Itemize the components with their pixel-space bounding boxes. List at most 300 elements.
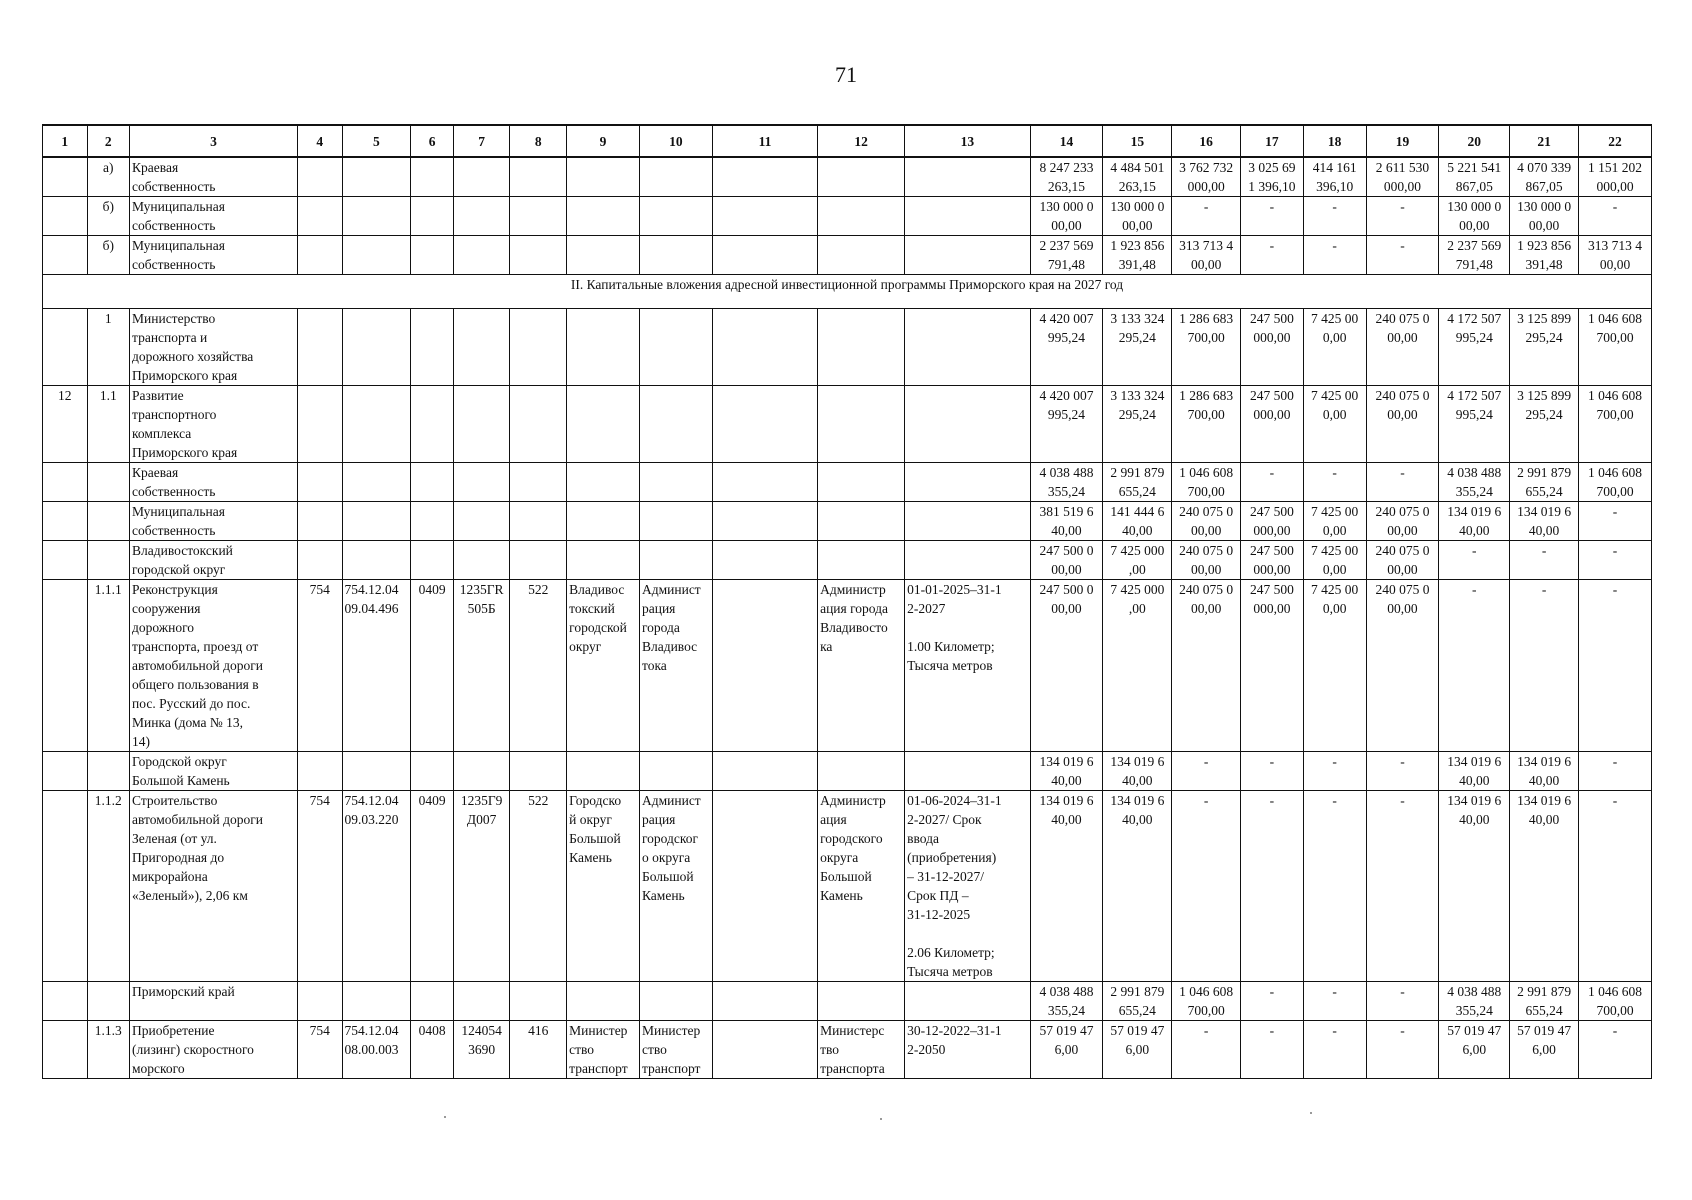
code-6 <box>411 502 454 541</box>
value-col-21-line: 391,48 <box>1525 257 1563 272</box>
code-5 <box>342 502 411 541</box>
customer-line: Камень <box>641 888 685 903</box>
code-5 <box>342 309 411 386</box>
value-col-21-line: 2 991 879 <box>1517 465 1572 480</box>
value-col-17-line: - <box>1269 754 1275 769</box>
column-11 <box>712 1021 817 1079</box>
value-col-17 <box>1241 502 1304 541</box>
value-col-18-line: 7 425 00 <box>1311 543 1359 558</box>
value-col-21-line: 295,24 <box>1525 407 1563 422</box>
value-col-15-line: 00,00 <box>1122 218 1153 233</box>
item-code: 1.1 <box>87 386 130 463</box>
item-name-line: собственность <box>132 523 216 538</box>
code-5 <box>342 1021 411 1079</box>
value-col-21-line: 1 923 856 <box>1517 238 1572 253</box>
column-header: 10 <box>639 125 712 157</box>
value-col-22-line: - <box>1612 754 1618 769</box>
value-col-21 <box>1510 1021 1579 1079</box>
column-header: 15 <box>1103 125 1172 157</box>
code-4 <box>297 197 342 236</box>
value-col-20-line: 995,24 <box>1455 330 1493 345</box>
value-col-15 <box>1103 309 1172 386</box>
code-6 <box>411 982 454 1021</box>
value-col-19-line: 00,00 <box>1387 407 1418 422</box>
value-col-18 <box>1303 309 1366 386</box>
column-header: 6 <box>411 125 454 157</box>
code-6 <box>411 463 454 502</box>
customer-line: тока <box>641 658 667 673</box>
value-col-20-line: 4 172 507 <box>1447 311 1502 326</box>
value-col-20-line: 4 172 507 <box>1447 388 1502 403</box>
item-name <box>130 309 298 386</box>
value-col-15-line: ,00 <box>1128 601 1146 616</box>
value-col-14 <box>1030 309 1103 386</box>
developer <box>818 197 905 236</box>
value-col-20-line: 355,24 <box>1455 484 1493 499</box>
value-col-16 <box>1172 463 1241 502</box>
value-col-15 <box>1103 157 1172 197</box>
header-row <box>43 125 1652 157</box>
value-col-14 <box>1030 752 1103 791</box>
code-7 <box>453 1021 510 1079</box>
timeline-line: 31-12-2025 <box>907 907 971 922</box>
value-col-21-line: 134 019 6 <box>1517 793 1572 808</box>
value-col-22-line: 1 046 608 <box>1588 388 1642 403</box>
territory-line: городской <box>569 620 627 635</box>
timeline-line: Тысяча метров <box>907 658 993 673</box>
item-name-line: Приморского края <box>132 368 238 383</box>
code-6: 0409 <box>411 791 454 982</box>
item-name-line: Министерство <box>132 311 216 326</box>
item-name-line: Городской округ <box>132 754 227 769</box>
developer-line: Министерс <box>820 1023 885 1038</box>
code-7-line: 1235ГR <box>459 582 504 597</box>
value-col-14-line: 00,00 <box>1051 601 1082 616</box>
value-col-21-line: 3 125 899 <box>1517 388 1572 403</box>
column-header: 19 <box>1366 125 1439 157</box>
value-col-18-line: 414 161 <box>1312 160 1357 175</box>
value-col-22-line: 00,00 <box>1599 257 1631 272</box>
value-col-17-line: 000,00 <box>1253 562 1291 577</box>
value-col-20-line: 40,00 <box>1459 773 1490 788</box>
item-name-line: комплекса <box>132 426 192 441</box>
value-col-20 <box>1439 541 1510 580</box>
value-col-20 <box>1439 1021 1510 1079</box>
value-col-14-line: 6,00 <box>1054 1042 1079 1057</box>
code-5-line: 09.03.220 <box>344 812 399 827</box>
value-col-22-line: 700,00 <box>1596 1003 1634 1018</box>
column-header: 22 <box>1579 125 1652 157</box>
territory <box>567 982 640 1021</box>
value-col-17-line: - <box>1269 793 1275 808</box>
value-col-15 <box>1103 236 1172 275</box>
value-col-21-line: 4 070 339 <box>1517 160 1572 175</box>
developer-line: Администр <box>820 793 886 808</box>
value-col-17-line: - <box>1269 465 1275 480</box>
value-col-21-line: 655,24 <box>1525 1003 1563 1018</box>
column-11 <box>712 541 817 580</box>
code-6 <box>411 541 454 580</box>
value-col-14-line: 134 019 6 <box>1039 754 1094 769</box>
value-col-14 <box>1030 580 1103 752</box>
value-col-22-line: 700,00 <box>1596 484 1634 499</box>
value-col-18-line: 7 425 00 <box>1311 311 1359 326</box>
value-col-19 <box>1366 157 1439 197</box>
value-col-17-line: 247 500 <box>1249 311 1294 326</box>
code-6 <box>411 386 454 463</box>
value-col-15-line: 391,48 <box>1118 257 1156 272</box>
value-col-16-line: 3 762 732 <box>1179 160 1234 175</box>
value-col-19 <box>1366 502 1439 541</box>
row-number <box>43 463 88 502</box>
customer <box>639 982 712 1021</box>
customer <box>639 502 712 541</box>
value-col-22 <box>1579 236 1652 275</box>
value-col-15 <box>1103 752 1172 791</box>
value-col-19-line: - <box>1400 984 1405 999</box>
column-header: 2 <box>87 125 130 157</box>
timeline-line <box>907 618 1027 637</box>
value-col-14-line: 4 420 007 <box>1039 311 1094 326</box>
value-col-22 <box>1579 580 1652 752</box>
column-11 <box>712 309 817 386</box>
value-col-17 <box>1241 386 1304 463</box>
timeline-line: Тысяча метров <box>907 964 993 979</box>
value-col-18-line: - <box>1332 1023 1337 1038</box>
value-col-21-line: - <box>1541 582 1547 597</box>
value-col-14-line: 995,24 <box>1047 330 1086 345</box>
code-4: 754 <box>297 580 342 752</box>
value-col-15 <box>1103 982 1172 1021</box>
value-col-21-line: 130 000 0 <box>1517 199 1572 214</box>
value-col-15-line: ,00 <box>1128 562 1146 577</box>
timeline <box>905 580 1030 752</box>
column-header: 11 <box>712 125 817 157</box>
value-col-15-line: 3 133 324 <box>1110 388 1165 403</box>
developer-line: транспорта <box>820 1061 885 1076</box>
value-col-16-line: - <box>1203 754 1209 769</box>
column-header: 17 <box>1241 125 1304 157</box>
value-col-21-line: 40,00 <box>1528 523 1560 538</box>
row-number <box>43 309 88 386</box>
value-col-20-line: - <box>1472 582 1477 597</box>
code-5 <box>342 386 411 463</box>
developer <box>818 463 905 502</box>
value-col-19 <box>1366 752 1439 791</box>
value-col-21 <box>1510 309 1579 386</box>
timeline-line: Срок ПД – <box>907 888 969 903</box>
code-5-line: 754.12.04 <box>344 1023 399 1038</box>
code-5 <box>342 463 411 502</box>
code-4: 754 <box>297 1021 342 1079</box>
value-col-14 <box>1030 1021 1103 1079</box>
value-col-15 <box>1103 580 1172 752</box>
item-name-line: собственность <box>132 179 216 194</box>
value-col-20 <box>1439 982 1510 1021</box>
value-col-22 <box>1579 541 1652 580</box>
customer <box>639 463 712 502</box>
value-col-16-line: 240 075 0 <box>1179 504 1234 519</box>
territory <box>567 236 640 275</box>
value-col-19-line: - <box>1400 199 1405 214</box>
value-col-16 <box>1172 541 1241 580</box>
developer <box>818 309 905 386</box>
value-col-19-line: - <box>1400 754 1405 769</box>
customer-line: города <box>641 620 680 635</box>
code-4 <box>297 309 342 386</box>
column-header: 9 <box>567 125 640 157</box>
value-col-17-line: 000,00 <box>1253 601 1291 616</box>
code-7 <box>453 580 510 752</box>
value-col-14-line: 381 519 6 <box>1039 504 1094 519</box>
code-5-line: 754.12.04 <box>344 793 399 808</box>
value-col-14-line: 57 019 47 <box>1039 1023 1094 1038</box>
item-name-line: Муниципальная <box>132 199 225 214</box>
code-7-line: 505Б <box>467 601 496 616</box>
code-8 <box>510 236 567 275</box>
column-header: 4 <box>297 125 342 157</box>
table-row <box>43 541 1652 580</box>
item-name-line: Развитие <box>132 388 184 403</box>
item-name-line: морского <box>132 1061 185 1076</box>
value-col-20 <box>1439 309 1510 386</box>
value-col-20 <box>1439 752 1510 791</box>
value-col-18-line: 0,00 <box>1322 562 1347 577</box>
item-name-line: Муниципальная <box>132 238 225 253</box>
value-col-17 <box>1241 982 1304 1021</box>
timeline-line: 2-2027/ Срок <box>907 812 982 827</box>
timeline-line: ввода <box>907 831 939 846</box>
value-col-22-line: 313 713 4 <box>1588 238 1642 253</box>
value-col-21 <box>1510 197 1579 236</box>
value-col-15-line: 40,00 <box>1122 523 1153 538</box>
value-col-14-line: 134 019 6 <box>1039 793 1094 808</box>
value-col-15 <box>1103 791 1172 982</box>
territory-line: округ <box>569 639 602 654</box>
developer-line: ация <box>820 812 847 827</box>
code-8 <box>510 502 567 541</box>
code-8 <box>510 157 567 197</box>
value-col-15-line: 40,00 <box>1122 812 1153 827</box>
value-col-16-line: - <box>1203 1023 1209 1038</box>
value-col-18-line: 0,00 <box>1322 523 1347 538</box>
value-col-20 <box>1439 386 1510 463</box>
code-8 <box>510 309 567 386</box>
value-col-21-line: 40,00 <box>1528 812 1560 827</box>
code-8: 522 <box>510 791 567 982</box>
timeline-line <box>907 924 1027 943</box>
code-8 <box>510 541 567 580</box>
customer-line: о округа <box>641 850 691 865</box>
value-col-22-line: - <box>1612 543 1618 558</box>
timeline <box>905 309 1030 386</box>
code-6 <box>411 236 454 275</box>
customer-line: транспорт <box>641 1061 701 1076</box>
value-col-19 <box>1366 463 1439 502</box>
value-col-18 <box>1303 752 1366 791</box>
item-name-line: дорожного хозяйства <box>132 349 254 364</box>
timeline <box>905 791 1030 982</box>
row-number <box>43 502 88 541</box>
territory-line: Камень <box>569 850 612 865</box>
timeline <box>905 386 1030 463</box>
timeline <box>905 502 1030 541</box>
timeline-line: – 31-12-2027/ <box>907 869 984 884</box>
code-4 <box>297 541 342 580</box>
code-4 <box>297 502 342 541</box>
item-name-line: Приобретение <box>132 1023 215 1038</box>
column-11 <box>712 386 817 463</box>
customer-line: Админист <box>641 793 701 808</box>
table-row <box>43 1021 1652 1079</box>
value-col-15 <box>1103 463 1172 502</box>
territory-line: токский <box>569 601 615 616</box>
value-col-17-line: 3 025 69 <box>1248 160 1296 175</box>
value-col-15-line: 655,24 <box>1118 484 1156 499</box>
value-col-18-line: - <box>1332 793 1337 808</box>
code-7 <box>453 541 510 580</box>
item-name <box>130 502 298 541</box>
column-11 <box>712 982 817 1021</box>
code-5 <box>342 580 411 752</box>
item-name-line: собственность <box>132 484 216 499</box>
item-name-line: автомобильной дороги <box>132 812 263 827</box>
territory <box>567 157 640 197</box>
column-11 <box>712 157 817 197</box>
code-7-line: 1235Г9 <box>460 793 503 808</box>
value-col-15 <box>1103 386 1172 463</box>
value-col-17-line: 000,00 <box>1253 330 1291 345</box>
item-code <box>87 502 130 541</box>
item-code: 1.1.1 <box>87 580 130 752</box>
item-name-line: Краевая <box>132 160 179 175</box>
timeline-line: 30-12-2022–31-1 <box>907 1023 1002 1038</box>
column-header: 18 <box>1303 125 1366 157</box>
timeline <box>905 752 1030 791</box>
value-col-21 <box>1510 752 1579 791</box>
value-col-14 <box>1030 463 1103 502</box>
value-col-17 <box>1241 541 1304 580</box>
column-header: 5 <box>342 125 411 157</box>
value-col-22 <box>1579 157 1652 197</box>
customer-line: рация <box>641 812 676 827</box>
timeline <box>905 157 1030 197</box>
value-col-22-line: - <box>1612 1023 1618 1038</box>
value-col-21-line: 6,00 <box>1532 1042 1556 1057</box>
item-name-line: Краевая <box>132 465 179 480</box>
code-4 <box>297 386 342 463</box>
table-row <box>43 752 1652 791</box>
value-col-15-line: 2 991 879 <box>1110 984 1165 999</box>
value-col-21-line: 295,24 <box>1525 330 1563 345</box>
value-col-20-line: 5 221 541 <box>1447 160 1502 175</box>
value-col-21-line: 655,24 <box>1525 484 1563 499</box>
value-col-22-line: 1 046 608 <box>1588 311 1642 326</box>
value-col-19 <box>1366 236 1439 275</box>
column-11 <box>712 197 817 236</box>
value-col-20-line: 00,00 <box>1459 218 1490 233</box>
developer <box>818 982 905 1021</box>
value-col-22-line: - <box>1612 504 1618 519</box>
row-number <box>43 752 88 791</box>
timeline-line: 2-2050 <box>907 1042 946 1057</box>
value-col-20-line: 995,24 <box>1455 407 1493 422</box>
column-header: 7 <box>453 125 510 157</box>
timeline <box>905 982 1030 1021</box>
item-name-line: Строительство <box>132 793 218 808</box>
customer-line: рация <box>641 601 676 616</box>
territory <box>567 197 640 236</box>
item-name-line: транспорта и <box>132 330 208 345</box>
item-name-line: Минка (дома № 13, <box>132 715 243 730</box>
item-name <box>130 463 298 502</box>
timeline-line: 01-06-2024–31-1 <box>907 793 1002 808</box>
value-col-14-line: 8 247 233 <box>1039 160 1094 175</box>
column-header: 12 <box>818 125 905 157</box>
value-col-22-line: - <box>1612 793 1618 808</box>
item-name-line: Приморского края <box>132 445 238 460</box>
item-name-line: Зеленая (от ул. <box>132 831 217 846</box>
value-col-19 <box>1366 791 1439 982</box>
timeline <box>905 463 1030 502</box>
value-col-20-line: 4 038 488 <box>1447 984 1502 999</box>
value-col-15-line: 6,00 <box>1125 1042 1150 1057</box>
code-4 <box>297 463 342 502</box>
value-col-21 <box>1510 463 1579 502</box>
code-7 <box>453 791 510 982</box>
developer-line: тво <box>820 1042 840 1057</box>
value-col-22 <box>1579 752 1652 791</box>
value-col-21 <box>1510 502 1579 541</box>
value-col-20 <box>1439 502 1510 541</box>
item-name-line: Владивостокский <box>132 543 233 558</box>
value-col-16-line: 1 046 608 <box>1179 984 1234 999</box>
customer <box>639 197 712 236</box>
table-row <box>43 463 1652 502</box>
value-col-14 <box>1030 541 1103 580</box>
value-col-15-line: 134 019 6 <box>1110 754 1165 769</box>
value-col-15-line: 4 484 501 <box>1110 160 1165 175</box>
value-col-17 <box>1241 580 1304 752</box>
value-col-20 <box>1439 236 1510 275</box>
value-col-16-line: 00,00 <box>1190 257 1222 272</box>
customer <box>639 1021 712 1079</box>
column-11 <box>712 791 817 982</box>
item-code: б) <box>87 197 130 236</box>
timeline-line: 1.00 Километр; <box>907 639 995 654</box>
value-col-14 <box>1030 982 1103 1021</box>
customer-line: ство <box>641 1042 667 1057</box>
value-col-21 <box>1510 580 1579 752</box>
value-col-18 <box>1303 463 1366 502</box>
value-col-18-line: 396,10 <box>1316 179 1354 194</box>
value-col-17 <box>1241 157 1304 197</box>
value-col-18 <box>1303 982 1366 1021</box>
section-title: II. Капитальные вложения адресной инвестиционной программы Приморского края на 2027 год <box>43 275 1652 309</box>
code-5-line: 09.04.496 <box>344 601 399 616</box>
value-col-19-line: - <box>1400 1023 1405 1038</box>
value-col-18 <box>1303 502 1366 541</box>
timeline <box>905 236 1030 275</box>
item-code <box>87 752 130 791</box>
value-col-14-line: 40,00 <box>1051 523 1082 538</box>
value-col-22-line: - <box>1612 199 1618 214</box>
territory <box>567 791 640 982</box>
value-col-18-line: 7 425 00 <box>1311 388 1359 403</box>
value-col-18 <box>1303 236 1366 275</box>
item-code <box>87 982 130 1021</box>
value-col-14-line: 4 038 488 <box>1039 984 1094 999</box>
